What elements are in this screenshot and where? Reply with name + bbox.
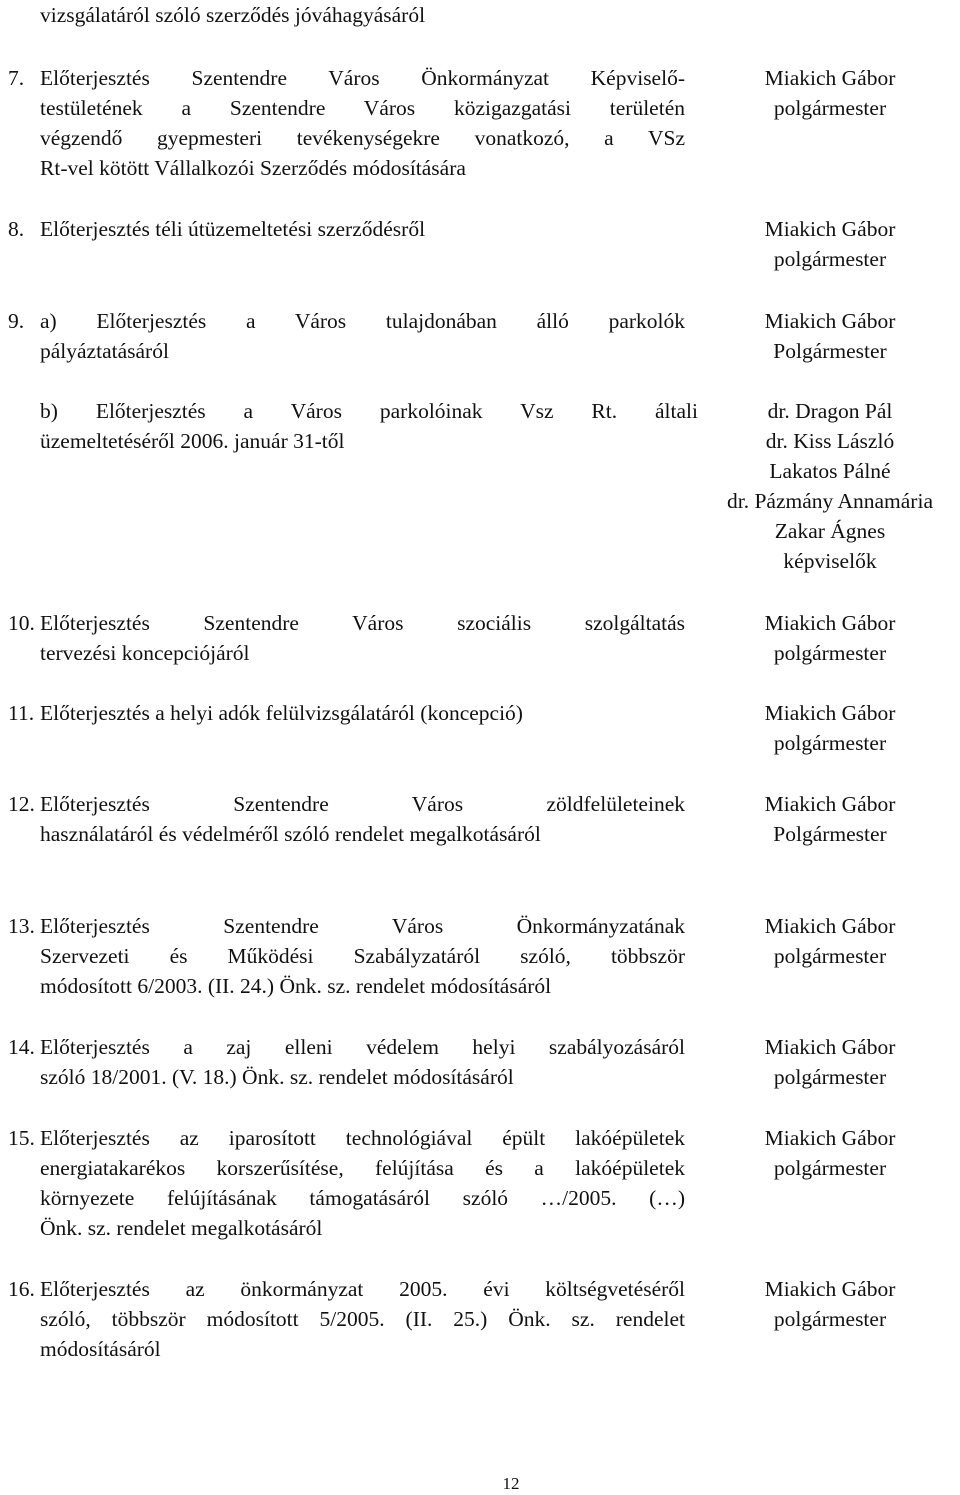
item-text xyxy=(40,608,685,668)
presenter xyxy=(700,789,960,849)
presenter xyxy=(700,698,960,758)
presenter-line: Miakich Gábor xyxy=(764,1126,896,1150)
item-line: Előterjesztés Szentendre Város Önkormányzat Képviselő- xyxy=(40,66,685,90)
item-line: Előterjesztés az önkormányzat 2005. évi költségvetéséről xyxy=(40,1277,685,1301)
item-line: Előterjesztés Szentendre Város Önkormányzatának xyxy=(40,914,685,938)
item-line: Előterjesztés a helyi adók felülvizsgálatáról (koncepció) xyxy=(40,701,523,725)
presenter xyxy=(700,608,960,668)
item-line: Előterjesztés Szentendre Város zöldfelületeinek xyxy=(40,792,685,816)
item-text xyxy=(40,396,698,456)
item-number: 8. xyxy=(8,217,25,241)
presenter-line: Miakich Gábor xyxy=(764,611,896,635)
presenter-line: Miakich Gábor xyxy=(764,701,896,725)
presenter-line: Miakich Gábor xyxy=(764,66,896,90)
item-line: Előterjesztés az iparosított technológiával épült lakóépületek xyxy=(40,1126,685,1150)
item-line: szóló, többször módosított 5/2005. (II. 25.) Önk. sz. rendelet xyxy=(40,1307,685,1331)
item-line: Szervezeti és Működési Szabályzatáról szóló, többször xyxy=(40,944,685,968)
item-line: Önk. sz. rendelet megalkotásáról xyxy=(40,1216,323,1240)
item-number: 16. xyxy=(8,1277,35,1301)
presenter-line: polgármester xyxy=(773,641,887,665)
presenter-line: Lakatos Pálné xyxy=(769,459,891,483)
item-text xyxy=(40,698,685,728)
presenter-line: polgármester xyxy=(773,1307,887,1331)
presenter-line: polgármester xyxy=(773,944,887,968)
item-number: 9. xyxy=(8,309,25,333)
item-text xyxy=(40,1123,685,1243)
item-line: pályáztatásáról xyxy=(40,339,169,363)
item-line: üzemeltetéséről 2006. január 31-től xyxy=(40,429,345,453)
item-text xyxy=(40,1032,685,1092)
presenter-line: Miakich Gábor xyxy=(764,792,896,816)
item-line: a) Előterjesztés a Város tulajdonában álló parkolók xyxy=(40,309,685,333)
item-number: 13. xyxy=(8,914,35,938)
presenter xyxy=(700,911,960,971)
presenter-line: polgármester xyxy=(773,96,887,120)
item-line: energiatakarékos korszerűsítése, felújítása és a lakóépületek xyxy=(40,1156,685,1180)
item-number: 15. xyxy=(8,1126,35,1150)
item-line: Előterjesztés Szentendre Város szociális szolgáltatás xyxy=(40,611,685,635)
item-text xyxy=(40,911,685,1001)
item-line: végzendő gyepmesteri tevékenységekre vonatkozó, a VSz xyxy=(40,126,685,150)
item-number: 7. xyxy=(8,66,25,90)
presenter-line: Polgármester xyxy=(773,339,887,363)
presenter xyxy=(700,214,960,274)
item-line: testületének a Szentendre Város közigazgatási területén xyxy=(40,96,685,120)
presenter-line: Miakich Gábor xyxy=(764,914,896,938)
item-line: Rt-vel kötött Vállalkozói Szerződés módosítására xyxy=(40,156,466,180)
presenter-line: Miakich Gábor xyxy=(764,217,896,241)
presenter-line: polgármester xyxy=(773,1065,887,1089)
item-line: módosításáról xyxy=(40,1337,161,1361)
continued-line: vizsgálatáról szóló szerződés jóváhagyásáról xyxy=(40,3,426,27)
presenter-line: dr. Pázmány Annamária xyxy=(727,489,933,513)
item-text xyxy=(40,63,685,183)
item-number: 14. xyxy=(8,1035,35,1059)
presenter xyxy=(700,306,960,366)
presenter xyxy=(700,1032,960,1092)
item-line: tervezési koncepciójáról xyxy=(40,641,250,665)
presenter-line: Miakich Gábor xyxy=(764,1035,896,1059)
item-text xyxy=(40,789,685,849)
item-line: Előterjesztés a zaj elleni védelem helyi szabályozásáról xyxy=(40,1035,685,1059)
item-number: 10. xyxy=(8,611,35,635)
item-line: b) Előterjesztés a Város parkolóinak Vsz Rt. általi xyxy=(40,399,698,423)
item-line: Előterjesztés téli útüzemeltetési szerződésről xyxy=(40,217,426,241)
presenter-line: dr. Kiss László xyxy=(765,429,895,453)
presenter-line: dr. Dragon Pál xyxy=(767,399,893,423)
presenter-line: polgármester xyxy=(773,1156,887,1180)
presenter-line: Miakich Gábor xyxy=(764,1277,896,1301)
presenter-line: Polgármester xyxy=(773,822,887,846)
presenter-line: képviselők xyxy=(783,549,877,573)
item-line: módosított 6/2003. (II. 24.) Önk. sz. rendelet módosításáról xyxy=(40,974,552,998)
presenter xyxy=(700,396,960,576)
presenter-line: Miakich Gábor xyxy=(764,309,896,333)
presenter xyxy=(700,63,960,123)
item-text xyxy=(40,214,685,244)
item-number: 11. xyxy=(8,701,35,725)
item-text xyxy=(40,306,685,366)
presenter-line: polgármester xyxy=(773,731,887,755)
presenter-line: Zakar Ágnes xyxy=(774,519,886,543)
presenter xyxy=(700,1274,960,1334)
item-line: használatáról és védelméről szóló rendelet megalkotásáról xyxy=(40,822,541,846)
presenter-line: polgármester xyxy=(773,247,887,271)
item-line: szóló 18/2001. (V. 18.) Önk. sz. rendelet módosításáról xyxy=(40,1065,514,1089)
presenter xyxy=(700,1123,960,1183)
page-number: 12 xyxy=(502,1474,520,1493)
item-line: környezete felújításának támogatásáról szóló …/2005. (…) xyxy=(40,1186,685,1210)
item-number: 12. xyxy=(8,792,35,816)
item-text xyxy=(40,1274,685,1364)
